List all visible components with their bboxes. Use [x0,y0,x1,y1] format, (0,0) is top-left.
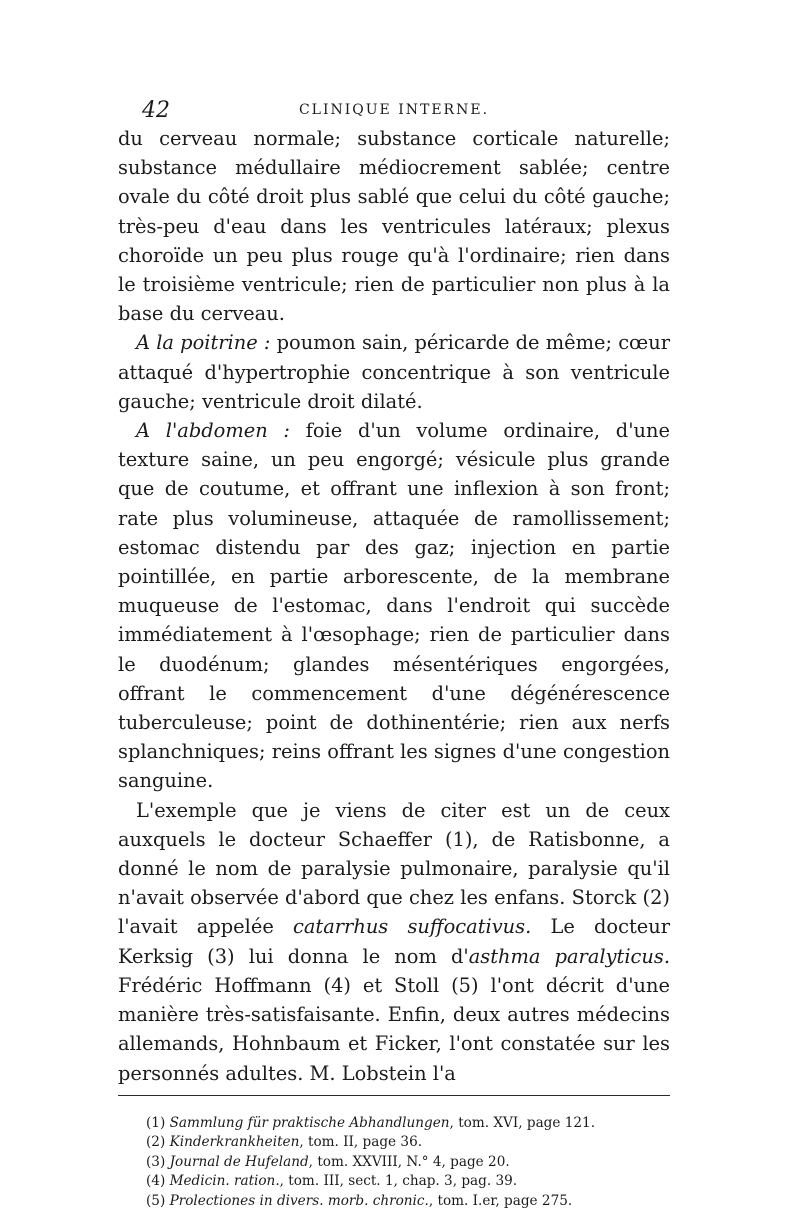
book-page [118,92,670,1212]
page-header [118,92,670,122]
footnote-reference: , tom. II, page 36. [299,1134,423,1151]
footnote-reference: , tom. III, sect. 1, chap. 3, pag. 39. [279,1173,518,1190]
text-run: L'exemple que je viens de citer est un de ceux auxquels le docteur Schaeffer (1), de Ratisbonne, a donné le nom de paralysie pulmonaire, paralysie qu'il n'avait observée d'abord que chez les enfans. Storck (2) l'avait appelée [118,798,670,939]
footnote [118,1133,670,1153]
text-run: Le docteur Kerksig (3) lui donna le nom d' [118,915,670,968]
paragraph-literature [118,796,670,1088]
footnotes [118,1114,670,1212]
footnote-number: (4) [146,1173,166,1190]
footnote [118,1153,670,1173]
footnote-reference: , tom. XXVIII, N.° 4, page 20. [308,1153,510,1170]
running-head: CLINIQUE INTERNE. [298,102,490,118]
footnote [118,1172,670,1192]
section-lead-chest: A la poitrine : [136,331,271,355]
footnote-reference: , tom. XVI, page 121. [449,1114,596,1131]
footnote-divider [118,1095,670,1096]
footnote-title: Sammlung für praktische Abhandlungen [169,1114,450,1131]
paragraph-brain [118,124,670,328]
latin-term: asthma paralyticus. [468,944,670,968]
section-lead-abdomen: A l'abdomen : [136,419,290,443]
footnote-title: Journal de Hufeland [169,1153,309,1170]
main-text [118,124,670,1088]
paragraph-text: poumon sain, péricarde de même; cœur attaqué d'hypertrophie concentrique à son ventricule gauche; ventricule droit dilaté. [118,331,670,413]
footnote-title: Kinderkrankheiten [169,1134,300,1151]
latin-term: catarrhus suffocativus. [293,915,532,939]
paragraph-abdomen [118,416,670,796]
paragraph-text: du cerveau normale; substance corticale naturelle; substance médullaire médiocrement sablée; centre ovale du côté droit plus sablé que celui du côté gauche; très-peu d'eau dans les ventricules latéraux; plexus choroïde un peu plus rouge qu'à l'ordinaire; rien dans le troisième ventricule; rien de particulier non plus à la base du cerveau. [118,127,670,326]
footnote-number: (3) [146,1153,166,1170]
footnote-reference: , tom. I.er, page 275. [428,1193,573,1210]
footnote [118,1114,670,1134]
paragraph-text: foie d'un volume ordinaire, d'une texture saine, un peu engorgé; vésicule plus grande que de coutume, et offrant une inflexion à son front; rate plus volumineuse, attaquée de ramollissement; estomac distendu par des gaz; injection en partie pointillée, en partie arborescente, de la membrane muqueuse de l'estomac, dans l'endroit qui succède immédiatement à l'œsophage; rien de particulier dans le duodénum; glandes mésentériques engorgées, offrant le commencement d'une dégénérescence tuberculeuse; point de dothinentérie; rien aux nerfs splanchniques; reins offrant les signes d'une congestion sanguine. [118,419,670,793]
page-number: 42 [142,98,170,123]
footnote-number: (2) [146,1134,166,1151]
footnote-number: (5) [146,1193,166,1210]
footnote-number: (1) [146,1114,166,1131]
footnote-title: Prolectiones in divers. morb. chronic. [169,1193,429,1210]
footnote [118,1192,670,1212]
paragraph-chest [118,328,670,416]
footnote-title: Medicin. ration. [169,1173,280,1190]
text-run: Frédéric Hoffmann (4) et Stoll (5) l'ont décrit d'une manière très-satisfaisante. Enfin, deux autres médecins allemands, Hohnbaum et Ficker, l'ont constatée sur les personnés adultes. M. Lobstein l'a [118,973,670,1085]
